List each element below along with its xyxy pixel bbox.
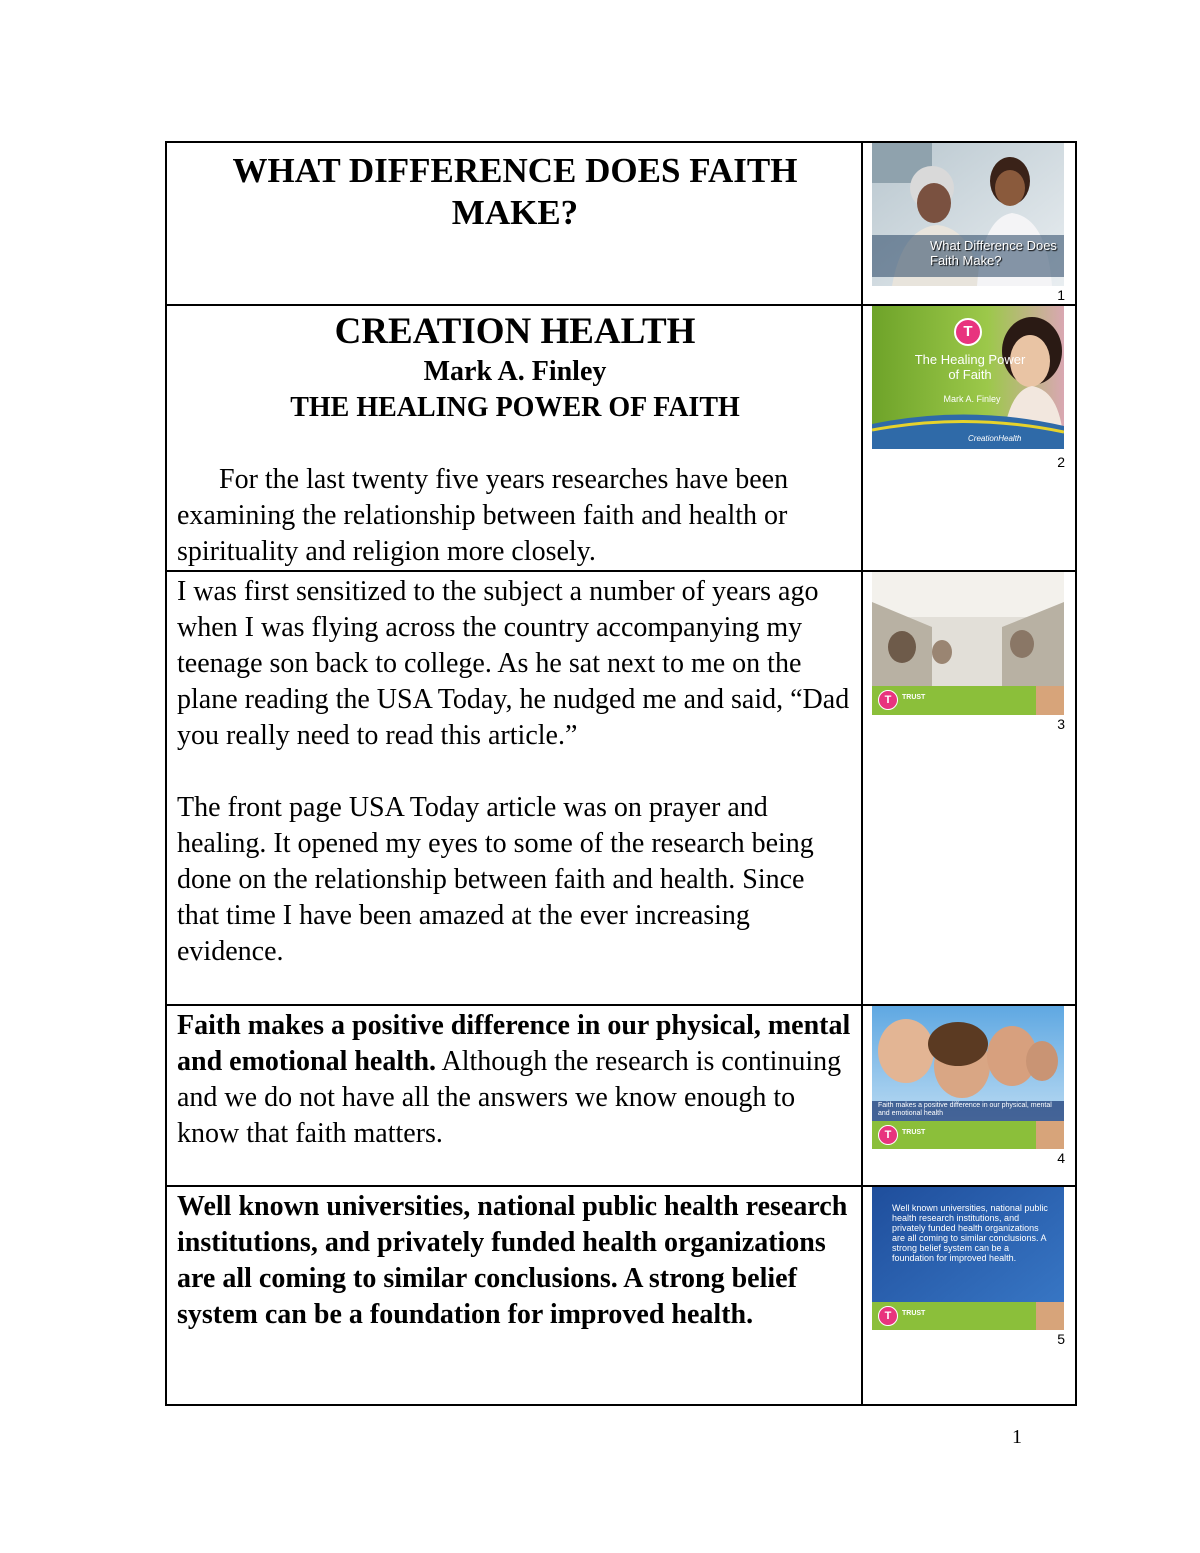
slide-1-number: 1 xyxy=(1057,287,1065,303)
slide-5-banner: TRUST xyxy=(902,1310,926,1317)
slide-5-avatar xyxy=(1036,1302,1064,1330)
table-row xyxy=(166,571,1076,1005)
notes-table xyxy=(165,141,1077,1406)
slide-5-logo: T xyxy=(878,1306,898,1326)
slide-2-thumbnail xyxy=(872,306,1064,449)
slide-1-thumbnail xyxy=(872,143,1064,286)
slide-4-thumbnail xyxy=(872,1006,1064,1149)
slide-4-caption: Faith makes a positive difference in our physical, mental and emotional health xyxy=(878,1102,1052,1117)
row-1-text-cell xyxy=(166,142,862,305)
slide-2-author: Mark A. Finley xyxy=(943,394,1001,404)
section-title: CREATION HEALTH xyxy=(334,311,696,352)
table-row xyxy=(166,1186,1076,1405)
slide-3-thumbnail xyxy=(872,572,1064,715)
table-row xyxy=(166,305,1076,571)
slide-3-logo: T xyxy=(878,690,898,710)
slide-4-avatar xyxy=(1036,1121,1064,1149)
row-5-text-cell xyxy=(166,1186,862,1405)
row-1-slide-cell xyxy=(862,142,1076,305)
row-4-slide-cell xyxy=(862,1005,1076,1186)
slide-4-logo: T xyxy=(878,1125,898,1145)
author-name: Mark A. Finley xyxy=(423,356,607,387)
slide-5-number: 5 xyxy=(1057,1331,1065,1347)
body-text: Although the research is continuing and we do not have all the answers we know enough to know that faith matters. xyxy=(177,1046,842,1149)
slide-4-banner: TRUST xyxy=(902,1129,926,1136)
row-3-text-cell xyxy=(166,571,862,1005)
section-subtitle: THE HEALING POWER OF FAITH xyxy=(290,392,740,423)
row-5-slide-cell xyxy=(862,1186,1076,1405)
body-paragraph: I was first sensitized to the subject a number of years ago when I was flying across the country accompanying my teenage son back to college. As he sat next to me on the plane reading the USA Today, he nudged me and said, “Dad you really need to read this article.” xyxy=(177,576,850,751)
slide-5-thumbnail xyxy=(872,1187,1064,1330)
emphasis-text: Faith makes a positive difference in our physical, mental and emotional health. xyxy=(177,1010,851,1077)
row-4-text-cell xyxy=(166,1005,862,1186)
slide-2-caption: The Healing Power of Faith xyxy=(914,352,1026,382)
emphasis-text: Well known universities, national public health research institutions, and privately funded health organizations are all coming to similar conclusions. A strong belief system can be a foundation for improved health. xyxy=(177,1191,848,1330)
body-paragraph: The front page USA Today article was on prayer and healing. It opened my eyes to some of the research being done on the relationship between faith and health. Since that time I have been amazed at the ever increasing evidence. xyxy=(177,792,814,967)
slide-3-number: 3 xyxy=(1057,716,1065,732)
page-number: 1 xyxy=(1012,1426,1022,1448)
table-row xyxy=(166,142,1076,305)
slide-3-avatar xyxy=(1036,686,1064,715)
table-row xyxy=(166,1005,1076,1186)
slide-1-caption: What Difference Does Faith Make? xyxy=(930,238,1057,268)
page-title: WHAT DIFFERENCE DOES FAITH MAKE? xyxy=(232,151,798,232)
slide-4-number: 4 xyxy=(1057,1150,1065,1166)
row-2-slide-cell xyxy=(862,305,1076,571)
body-paragraph: For the last twenty five years researches have been examining the relationship between faith and health or spirituality and religion more closely. xyxy=(177,464,789,567)
row-3-slide-cell xyxy=(862,571,1076,1005)
slide-3-banner: TRUST xyxy=(902,694,926,701)
slide-2-number: 2 xyxy=(1057,454,1065,470)
slide-5-caption: Well known universities, national public health research institutions, and privately funded health organizations are all coming to similar conclusions. A strong belief system can be a foundation for improved health. xyxy=(892,1203,1048,1263)
slide-2-logo: T xyxy=(954,318,982,346)
row-2-text-cell xyxy=(166,305,862,571)
slide-2-brand: CreationHealth xyxy=(968,434,1022,443)
